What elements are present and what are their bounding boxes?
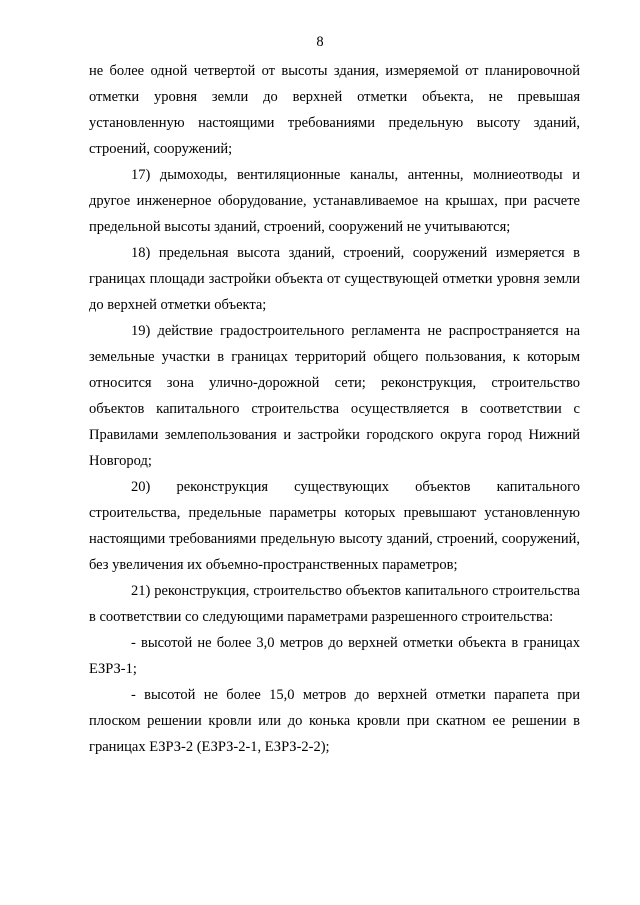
paragraph-item-21-ezrz-2: - высотой не более 15,0 метров до верхней отметки парапета при плоском решении кровли или до конька кровли при скатном ее решении в границах ЕЗРЗ-2 (ЕЗРЗ-2-1, ЕЗРЗ-2-2); — [89, 687, 580, 755]
paragraph-item-19: 19) действие градостроительного регламента не распространяется на земельные участки в границах территорий общего пользования, к которым относится зона улично-дорожной сети; реконструкция, строительство объектов капитального строительства осуществляется в соответствии с Правилами землепользования и застройки городского округа город Нижний Новгород; — [89, 323, 580, 469]
paragraph-item-20: 20) реконструкция существующих объектов капитального строительства, предельные параметры которых превышают установленную настоящими требованиями предельную высоту зданий, строений, сооружений, без увеличения их объемно-пространственных параметров; — [89, 479, 580, 573]
paragraph-item-18: 18) предельная высота зданий, строений, сооружений измеряется в границах площади застройки объекта от существующей отметки уровня земли до верхней отметки объекта; — [89, 245, 580, 313]
paragraph-item-21-ezrz-1: - высотой не более 3,0 метров до верхней отметки объекта в границах ЕЗРЗ-1; — [89, 635, 580, 677]
paragraph-continuation: не более одной четвертой от высоты здания, измеряемой от планировочной отметки уровня земли до верхней отметки объекта, не превышая установленную настоящими требованиями предельную высоту зданий, строений, сооружений; — [89, 63, 580, 157]
paragraph-item-21: 21) реконструкция, строительство объектов капитального строительства в соответствии со следующими параметрами разрешенного строительства: — [89, 583, 580, 625]
document-body — [89, 58, 580, 760]
paragraph-item-17: 17) дымоходы, вентиляционные каналы, антенны, молниеотводы и другое инженерное оборудование, устанавливаемое на крышах, при расчете предельной высоты зданий, строений, сооружений не учитываются; — [89, 167, 580, 235]
page-number: 8 — [316, 34, 324, 50]
